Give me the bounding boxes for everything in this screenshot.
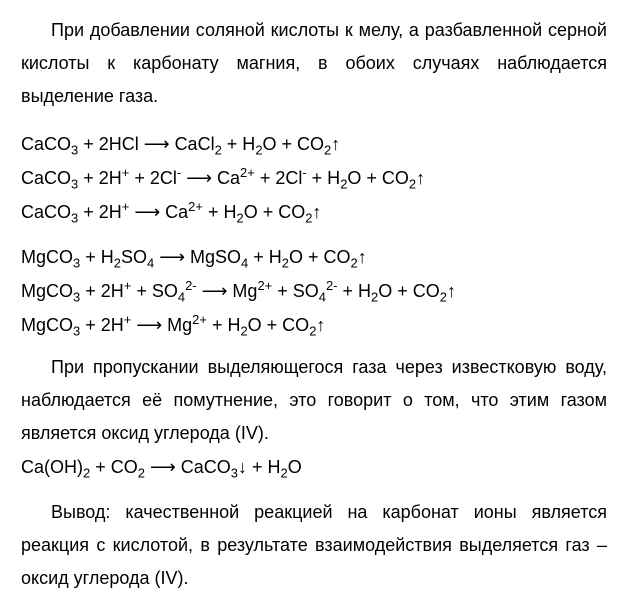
formula-text: ⟶ CaCO <box>144 457 231 477</box>
formula-text: ↑ <box>331 134 341 154</box>
formula-text: O + CO <box>262 134 325 154</box>
formula-text: + 2H <box>80 281 124 301</box>
calcium-equations <box>21 127 607 229</box>
formula-text: + 2H <box>78 168 122 188</box>
formula-text: CaCO <box>21 134 72 154</box>
conclusion-paragraph <box>21 496 607 595</box>
subscript: 2 <box>83 465 91 481</box>
formula-text: O + CO <box>378 281 440 301</box>
formula-text: ⟶ MgSO <box>154 247 242 267</box>
formula-text: + H <box>306 168 341 188</box>
subscript: 2 <box>309 323 317 339</box>
formula-text: O <box>287 457 302 477</box>
equation-line <box>21 127 607 161</box>
equation-line <box>21 240 607 274</box>
subscript: 3 <box>73 289 81 305</box>
subscript: 2 <box>240 323 248 339</box>
superscript: 2+ <box>188 198 203 214</box>
conclusion-text: Вывод: качественной реакцией на карбонат ионы является реакция с кислотой, в результате взаимодействия выделяется газ – оксид углерода (IV). <box>21 502 607 588</box>
superscript: 2+ <box>257 277 273 293</box>
formula-text: MgCO <box>21 315 74 335</box>
formula-text: + CO <box>90 457 138 477</box>
formula-text: ↑ <box>416 168 426 188</box>
superscript: 2+ <box>240 164 255 180</box>
subscript: 4 <box>146 255 155 271</box>
formula-text: ⟶ Ca <box>129 202 189 222</box>
formula-text: SO <box>120 247 147 267</box>
superscript: + <box>121 164 130 180</box>
subscript: 2 <box>350 255 358 271</box>
formula-text: O + CO <box>243 202 306 222</box>
observation-text: При пропускании выделяющегося газа через известковую воду, наблюдается её помутнение, это говорит о том, что этим газом является оксид углерода (IV). <box>21 357 607 443</box>
formula-text: + 2H <box>80 315 124 335</box>
formula-text: + H <box>221 134 256 154</box>
subscript: 2 <box>113 255 121 271</box>
subscript: 3 <box>71 142 79 158</box>
formula-text: + H <box>202 202 237 222</box>
superscript: 2- <box>185 277 197 293</box>
intro-text: При добавлении соляной кислоты к мелу, а разбавленной серной кислоты к карбонату магния, в обоих случаях наблюдается выделение газа. <box>21 20 607 106</box>
subscript: 3 <box>230 465 238 481</box>
equation-line <box>21 195 607 229</box>
subscript: 2 <box>281 255 289 271</box>
subscript: 2 <box>439 289 447 305</box>
formula-text: CaCO <box>21 202 72 222</box>
formula-text: O + CO <box>247 315 310 335</box>
equation-line <box>21 161 607 195</box>
formula-text: ↑ <box>312 202 322 222</box>
formula-text: + H <box>80 247 114 267</box>
formula-text: + SO <box>272 281 319 301</box>
formula-text: O + CO <box>288 247 351 267</box>
subscript: 4 <box>318 289 326 305</box>
formula-text: ⟶ Ca <box>181 168 241 188</box>
subscript: 2 <box>340 176 348 192</box>
subscript: 2 <box>305 210 313 226</box>
formula-text: ⟶ Mg <box>196 281 258 301</box>
superscript: 2+ <box>192 311 207 327</box>
subscript: 4 <box>241 255 249 271</box>
equation-line <box>21 274 607 308</box>
intro-paragraph <box>21 14 607 113</box>
formula-text: + H <box>206 315 241 335</box>
formula-text: O + CO <box>347 168 409 188</box>
formula-text: + H <box>248 247 282 267</box>
observation-paragraph <box>21 351 607 450</box>
subscript: 3 <box>73 255 81 271</box>
limewater-equation <box>21 450 607 484</box>
equation-line <box>21 308 607 342</box>
superscript: - <box>176 164 182 180</box>
subscript: 2 <box>408 176 417 192</box>
subscript: 2 <box>280 465 288 481</box>
subscript: 2 <box>324 142 332 158</box>
formula-text: ↓ + H <box>238 457 281 477</box>
formula-text: ⟶ Mg <box>131 315 193 335</box>
formula-text: + 2HCl ⟶ CaCl <box>78 134 215 154</box>
formula-text: ↑ <box>357 247 367 267</box>
subscript: 4 <box>177 289 186 305</box>
formula-text: + 2Cl <box>254 168 303 188</box>
formula-text: CaCO <box>21 168 72 188</box>
formula-text: ↑ <box>446 281 456 301</box>
subscript: 2 <box>255 142 263 158</box>
magnesium-equations <box>21 240 607 342</box>
formula-text: ↑ <box>316 315 326 335</box>
subscript: 3 <box>71 176 79 192</box>
superscript: + <box>123 311 132 327</box>
superscript: 2- <box>325 277 338 293</box>
formula-text: Ca(OH) <box>21 457 83 477</box>
formula-text: + SO <box>131 281 178 301</box>
formula-text: + 2Cl <box>129 168 177 188</box>
subscript: 3 <box>71 210 79 226</box>
superscript: - <box>302 164 307 180</box>
subscript: 2 <box>214 142 222 158</box>
subscript: 2 <box>137 465 145 481</box>
formula-text: MgCO <box>21 247 74 267</box>
formula-text: + H <box>337 281 372 301</box>
subscript: 2 <box>371 289 379 305</box>
formula-text: + 2H <box>78 202 122 222</box>
formula-text: MgCO <box>21 281 74 301</box>
superscript: + <box>121 198 130 214</box>
superscript: + <box>123 277 132 293</box>
subscript: 3 <box>73 323 81 339</box>
subscript: 2 <box>236 210 244 226</box>
